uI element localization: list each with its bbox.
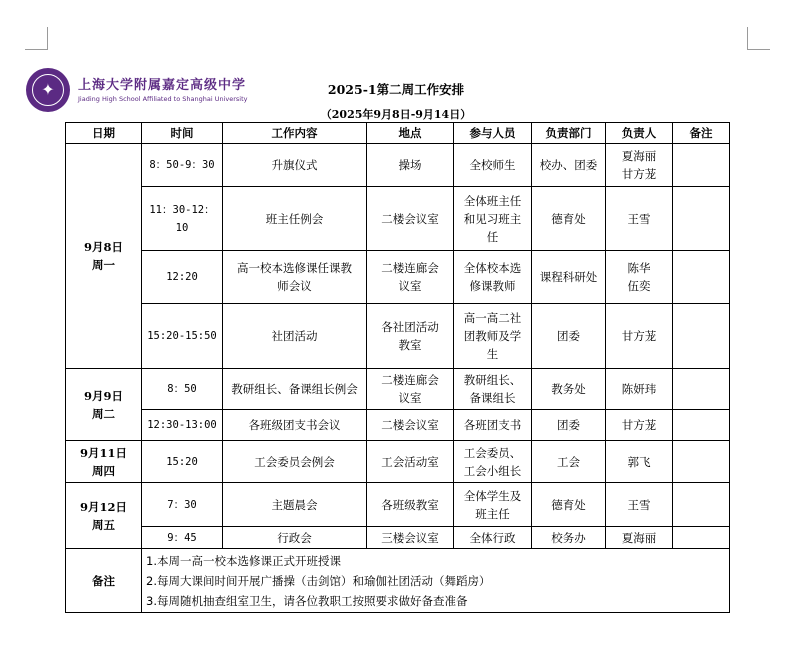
cell-note xyxy=(673,304,730,369)
schedule-table xyxy=(65,122,730,613)
cell-note xyxy=(673,527,730,549)
cell-content: 教研组长、备课组长例会 xyxy=(223,369,367,410)
notes-content xyxy=(142,549,730,613)
cell-place: 操场 xyxy=(367,144,454,187)
cell-dept: 德育处 xyxy=(532,483,606,527)
cell-dept: 团委 xyxy=(532,410,606,441)
cell-content: 各班级团支书会议 xyxy=(223,410,367,441)
table-row xyxy=(66,304,730,369)
header-note: 备注 xyxy=(673,123,730,144)
cell-people: 高一高二社 团教师及学 生 xyxy=(454,304,532,369)
notes-item: 2.每周大课间时间开展广播操（击剑馆）和瑜伽社团活动（舞蹈房） xyxy=(146,573,491,588)
header-place: 地点 xyxy=(367,123,454,144)
header-dept: 负责部门 xyxy=(532,123,606,144)
cell-time: 8：50-9：30 xyxy=(142,144,223,187)
table-row xyxy=(66,187,730,251)
cell-people: 教研组长、 备课组长 xyxy=(454,369,532,410)
cell-content: 主题晨会 xyxy=(223,483,367,527)
cell-content: 升旗仪式 xyxy=(223,144,367,187)
page-corner-mark-top-left xyxy=(25,27,48,50)
header-time: 时间 xyxy=(142,123,223,144)
notes-label: 备注 xyxy=(66,549,142,613)
cell-lead: 王雪 xyxy=(606,483,673,527)
cell-note xyxy=(673,369,730,410)
cell-content: 班主任例会 xyxy=(223,187,367,251)
cell-people: 全体行政 xyxy=(454,527,532,549)
cell-note xyxy=(673,410,730,441)
cell-note xyxy=(673,144,730,187)
cell-time: 9：45 xyxy=(142,527,223,549)
page-corner-mark-top-right xyxy=(747,27,770,50)
cell-time: 15:20 xyxy=(142,441,223,483)
header-content: 工作内容 xyxy=(223,123,367,144)
table-row xyxy=(66,369,730,410)
cell-dept: 课程科研处 xyxy=(532,251,606,304)
school-name-cn: 上海大学附属嘉定高级中学 xyxy=(78,78,247,93)
cell-time: 7：30 xyxy=(142,483,223,527)
table-row xyxy=(66,251,730,304)
cell-place: 各班级教室 xyxy=(367,483,454,527)
cell-time: 11：30-12： 10 xyxy=(142,187,223,251)
cell-place: 二楼连廊会 议室 xyxy=(367,251,454,304)
header-people: 参与人员 xyxy=(454,123,532,144)
cell-lead: 夏海丽 xyxy=(606,527,673,549)
header-lead: 负责人 xyxy=(606,123,673,144)
table-row xyxy=(66,144,730,187)
notes-row xyxy=(66,549,730,613)
cell-place: 二楼连廊会 议室 xyxy=(367,369,454,410)
table-row xyxy=(66,441,730,483)
cell-place: 三楼会议室 xyxy=(367,527,454,549)
cell-place: 各社团活动 教室 xyxy=(367,304,454,369)
cell-lead: 郭飞 xyxy=(606,441,673,483)
cell-people: 全体学生及 班主任 xyxy=(454,483,532,527)
table-row xyxy=(66,410,730,441)
cell-dept: 校务办 xyxy=(532,527,606,549)
cell-lead: 陈华 伍奕 xyxy=(606,251,673,304)
notes-item: 1.本周一高一校本选修课正式开班授课 xyxy=(146,553,341,568)
cell-content: 高一校本选修课任课教 师会议 xyxy=(223,251,367,304)
cell-time: 15:20-15:50 xyxy=(142,304,223,369)
document-title: 2025-1第二周工作安排 xyxy=(327,82,465,97)
cell-lead: 陈妍玮 xyxy=(606,369,673,410)
document-subtitle: （2025年9月8日-9月14日） xyxy=(320,108,472,121)
cell-dept: 工会 xyxy=(532,441,606,483)
cell-date: 9月12日 周五 xyxy=(66,483,142,549)
table-row xyxy=(66,527,730,549)
cell-lead: 夏海丽 甘方茏 xyxy=(606,144,673,187)
cell-people: 全体校本选 修课教师 xyxy=(454,251,532,304)
table-row xyxy=(66,483,730,527)
cell-dept: 教务处 xyxy=(532,369,606,410)
cell-dept: 德育处 xyxy=(532,187,606,251)
cell-note xyxy=(673,187,730,251)
cell-note xyxy=(673,441,730,483)
cell-people: 全校师生 xyxy=(454,144,532,187)
cell-note xyxy=(673,483,730,527)
cell-content: 行政会 xyxy=(223,527,367,549)
cell-note xyxy=(673,251,730,304)
table-header-row xyxy=(66,123,730,144)
cell-date: 9月9日 周二 xyxy=(66,369,142,441)
header-date: 日期 xyxy=(66,123,142,144)
notes-item: 3.每周随机抽查组室卫生，请各位教职工按照要求做好备查准备 xyxy=(146,593,468,608)
cell-lead: 王雪 xyxy=(606,187,673,251)
cell-content: 工会委员会例会 xyxy=(223,441,367,483)
cell-people: 工会委员、 工会小组长 xyxy=(454,441,532,483)
cell-lead: 甘方茏 xyxy=(606,304,673,369)
cell-people: 全体班主任 和见习班主 任 xyxy=(454,187,532,251)
school-name-en: Jiading High School Affiliated to Shanghai University xyxy=(78,95,248,103)
cell-time: 8：50 xyxy=(142,369,223,410)
cell-date: 9月11日 周四 xyxy=(66,441,142,483)
cell-lead: 甘方茏 xyxy=(606,410,673,441)
cell-time: 12:20 xyxy=(142,251,223,304)
cell-place: 工会活动室 xyxy=(367,441,454,483)
cell-place: 二楼会议室 xyxy=(367,410,454,441)
school-emblem-icon: ✦ xyxy=(26,68,70,112)
cell-time: 12:30-13:00 xyxy=(142,410,223,441)
cell-dept: 校办、团委 xyxy=(532,144,606,187)
cell-dept: 团委 xyxy=(532,304,606,369)
cell-people: 各班团支书 xyxy=(454,410,532,441)
cell-date: 9月8日 周一 xyxy=(66,144,142,369)
cell-place: 二楼会议室 xyxy=(367,187,454,251)
cell-content: 社团活动 xyxy=(223,304,367,369)
